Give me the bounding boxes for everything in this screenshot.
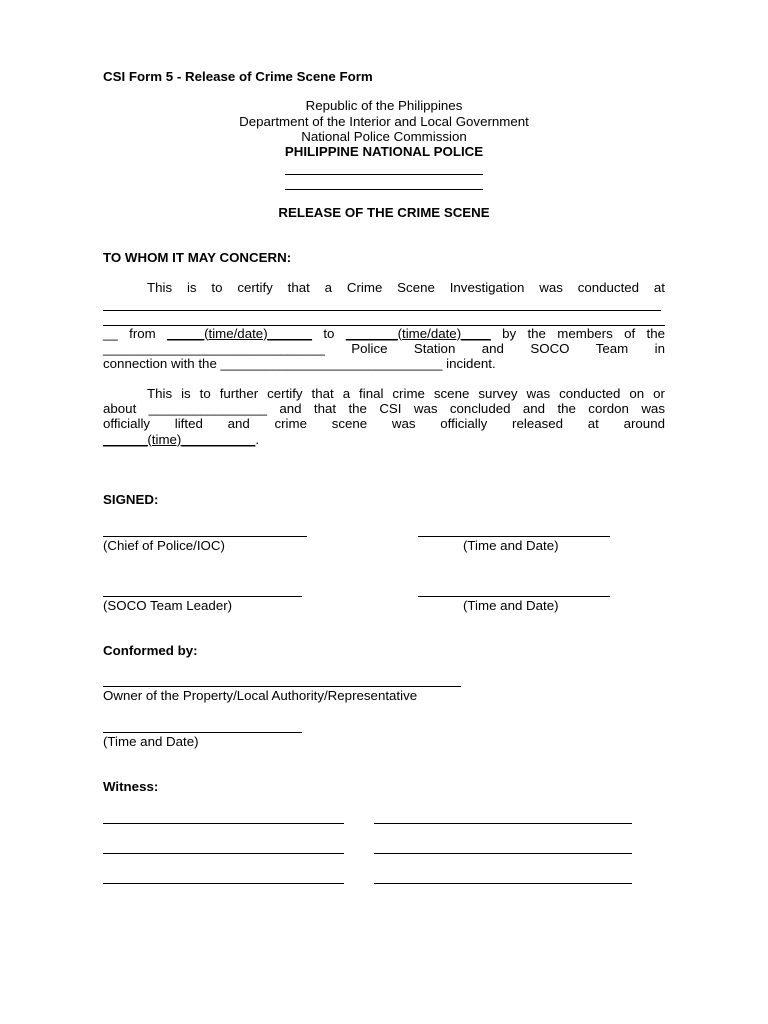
salutation: TO WHOM IT MAY CONCERN:	[103, 250, 292, 265]
incident-text: incident.	[446, 355, 496, 371]
owner-label: Owner of the Property/Local Authority/Representative	[103, 688, 418, 703]
time-date-to-field: _______(time/date)____	[345, 325, 491, 341]
chief-signature-line	[103, 536, 307, 537]
header-pnp: PHILIPPINE NATIONAL POLICE	[284, 144, 484, 159]
paragraph-2-line-2	[103, 401, 665, 416]
police-station-blank: ______________________________	[103, 340, 325, 356]
witness-line-right-3	[374, 883, 632, 884]
paragraph-2-line-4	[103, 432, 665, 447]
incident-blank: ______________________________	[220, 355, 443, 371]
main-title: RELEASE OF THE CRIME SCENE	[278, 205, 490, 220]
time-and-date-label-1: (Time and Date)	[463, 538, 559, 553]
witness-line-right-1	[374, 823, 632, 824]
paragraph-1-line-4	[103, 341, 665, 356]
witness-line-left-2	[103, 853, 344, 854]
paragraph-1-line-5	[103, 356, 665, 371]
police-station-text: Police Station and SOCO Team in	[351, 340, 665, 356]
witness-heading: Witness:	[103, 779, 159, 794]
signed-heading: SIGNED:	[103, 492, 159, 507]
conformed-time-date-label: (Time and Date)	[103, 734, 199, 749]
about-label: about	[103, 401, 137, 417]
concluded-text: and that the CSI was concluded and the cordon was	[279, 401, 665, 417]
conformed-time-date-line	[103, 732, 302, 733]
soco-team-leader-label: (SOCO Team Leader)	[103, 598, 233, 613]
header-blank-line-1	[285, 174, 483, 175]
from-label: __ from	[103, 325, 156, 341]
location-blank-line-2	[103, 325, 665, 326]
header-dilg: Department of the Interior and Local Government	[239, 114, 529, 129]
survey-date-blank: ________________	[148, 401, 267, 417]
header-napolcom: National Police Commission	[301, 129, 467, 144]
paragraph-2	[103, 386, 665, 447]
paragraph-2-line-3: officially lifted and crime scene was officially released at around	[103, 416, 665, 432]
witness-line-left-3	[103, 883, 344, 884]
paragraph-1-line-3	[103, 326, 665, 341]
location-blank-line-1	[103, 310, 661, 311]
period: .	[255, 431, 260, 447]
soco-signature-line	[103, 596, 302, 597]
release-time-field: ______(time)__________	[103, 431, 256, 447]
connection-text: connection with the	[103, 355, 217, 371]
by-members-text: by the members of the	[502, 325, 665, 341]
witness-line-right-2	[374, 853, 632, 854]
paragraph-1-blank-line-1	[103, 295, 665, 310]
form-title: CSI Form 5 - Release of Crime Scene Form	[103, 69, 373, 84]
time-date-line-1	[418, 536, 610, 537]
time-and-date-label-2: (Time and Date)	[463, 598, 559, 613]
time-date-from-field: _____(time/date)______	[167, 325, 312, 341]
witness-line-left-1	[103, 823, 344, 824]
time-date-line-2	[418, 596, 610, 597]
owner-signature-line	[103, 686, 461, 687]
paragraph-1-blank-line-2	[103, 310, 665, 325]
header-blank-line-2	[285, 189, 483, 190]
chief-of-police-label: (Chief of Police/IOC)	[103, 538, 225, 553]
to-label: to	[323, 325, 335, 341]
conformed-by-heading: Conformed by:	[103, 643, 198, 658]
paragraph-2-line-1: This is to further certify that a final crime scene survey was conducted on or	[147, 386, 665, 401]
paragraph-1-line-1: This is to certify that a Crime Scene Investigation was conducted at	[147, 280, 665, 295]
header-republic: Republic of the Philippines	[305, 98, 463, 113]
